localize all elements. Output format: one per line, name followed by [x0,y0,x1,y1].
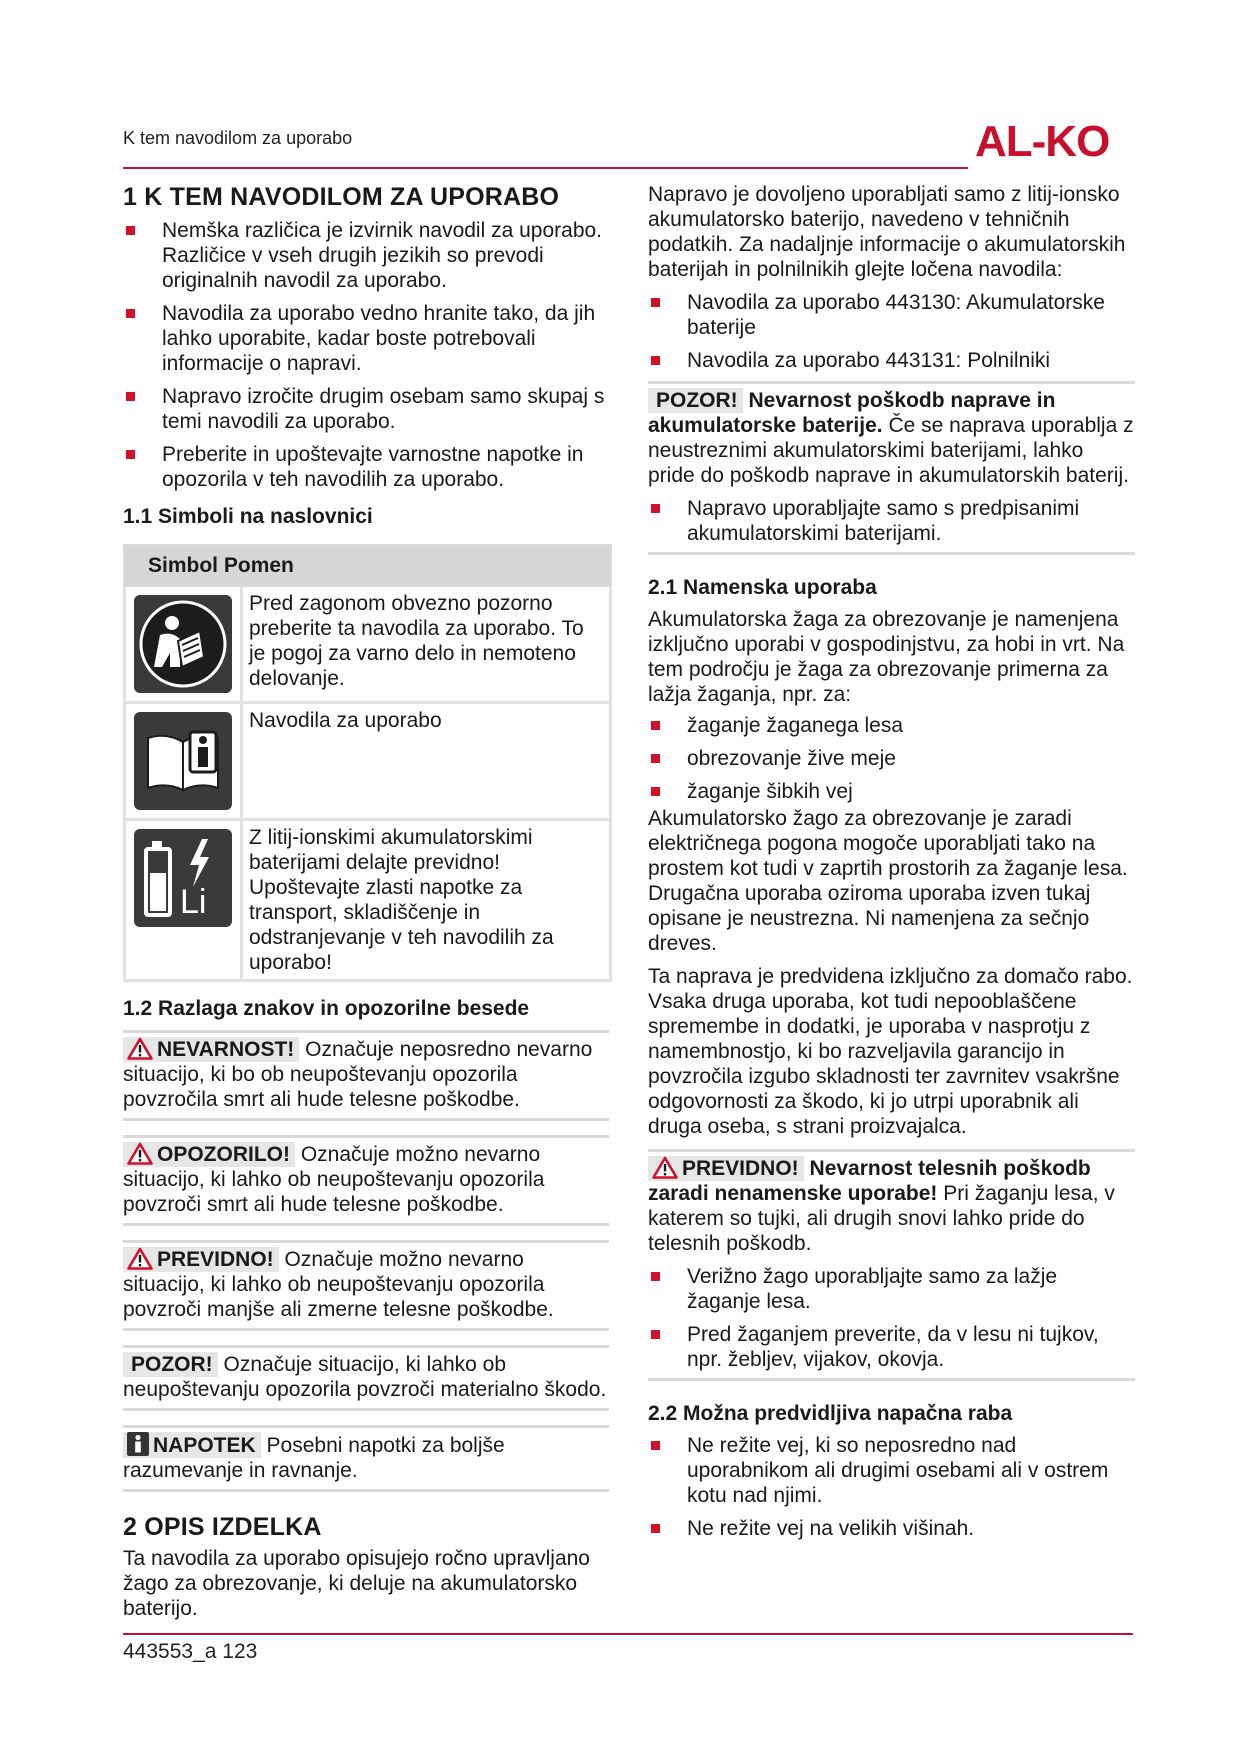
list-item: Navodila za uporabo 443130: Akumulatorske baterije [648,290,1135,340]
notice-text: Pri žaganju lesa, v katerem so tujki, ali drugih snovi lahko pride do telesnih poškodb. [648,1182,1115,1255]
misuse-list [648,1433,1135,1541]
table-row [125,586,611,703]
list-item: žaganje šibkih vej [648,779,1135,804]
warranty-text: Ta naprava je predvidena izključno za domačo rabo. Vsaka druga uporaba, kot tudi nepooblaščene spremembe in dodatki, je uporaba v nasprotju z namembnostjo, ki bo razveljavila garancijo in povzročila izgubo skladnosti ter zavrnitev vsakršne odgovornosti za škodo, ki jo utrpi uporabnik ali druga oseba, s strani proizvajalca. [648,965,1133,1138]
svg-text:AL-KO: AL-KO [975,117,1110,164]
notice-list [648,1264,1135,1372]
caution-tag: PREVIDNO! [648,1156,804,1181]
bullet-square-icon [651,298,660,307]
warning-triangle-icon [127,1037,153,1060]
notice-heading: Nevarnost poškodb naprave in akumulatorske baterije. [648,389,1056,437]
bullet-square-icon [126,226,135,235]
notice-heading: Nevarnost telesnih poškodb zaradi nenamenske uporabe! [648,1157,1091,1205]
section-1-1-title: 1.1 Simboli na naslovnici [123,505,373,528]
warning-triangle-icon [127,1247,153,1270]
warning-triangle-icon [652,1156,678,1179]
read-manual-icon [134,595,232,693]
lithium-battery-icon [134,829,232,927]
right-column [648,182,1135,1549]
danger-tag: NEVARNOST! [123,1037,299,1062]
warning-triangle-icon [127,1142,153,1165]
bullet-square-icon [126,450,135,459]
symbol-cell [125,703,242,820]
caution-notice [123,1240,609,1331]
meaning-cell: Z litij-ionskimi akumulatorskimi baterijami delajte previdno! Upoštevajte zlasti napotke za transport, skladiščenje in odstranjevanje v teh navodilih za uporabo! [242,820,611,981]
list-item: Pred žaganjem preverite, da v lesu ni tujkov, npr. žebljev, vijakov, okovja. [648,1322,1135,1372]
bullet-square-icon [651,1272,660,1281]
table-header [125,546,611,586]
device-damage-notice [648,381,1135,555]
caution-tag: PREVIDNO! [123,1247,279,1272]
battery-manual-list [648,290,1135,373]
notice-text: Označuje možno nevarno situacijo, ki lahko ob neupoštevanju opozorila povzroči manjše ali zmerne telesne poškodbe. [123,1248,554,1321]
bullet-square-icon [651,754,660,763]
section-2-title: 2 OPIS IZDELKA [123,1513,322,1541]
attention-notice [123,1345,609,1411]
bullet-square-icon [126,392,135,401]
list-item: Navodila za uporabo 443131: Polnilniki [648,348,1135,373]
bullet-square-icon [651,1524,660,1533]
table-row [125,703,611,820]
list-item: Preberite in upoštevajte varnostne napotke in opozorila v teh navodilih za uporabo. [123,442,609,492]
bullet-square-icon [651,1441,660,1450]
symbol-cell [125,820,242,981]
attention-tag: POZOR! [123,1352,218,1377]
attention-tag: POZOR! [648,388,743,413]
injury-caution-notice [648,1149,1135,1381]
notice-text: Označuje možno nevarno situacijo, ki lahko ob neupoštevanju opozorila povzroči smrt ali hude telesne poškodbe. [123,1143,545,1216]
table-header-symbol: Simbol [148,553,219,577]
bullet-square-icon [126,309,135,318]
notice-text: Če se naprava uporablja z neustreznimi akumulatorskimi baterijami, lahko pride do poškodb naprave in akumulatorskih baterij. [648,414,1134,487]
bullet-square-icon [651,721,660,730]
bullet-square-icon [651,787,660,796]
meaning-cell: Pred zagonom obvezno pozorno preberite ta navodila za uporabo. To je pogoj za varno delo in nemoteno delovanje. [242,586,611,703]
usage-text: Akumulatorsko žago za obrezovanje je zaradi električnega pogona mogoče uporabljati tako na prostem kot tudi v zaprtih prostorih za žaganje lesa. Drugačna uporaba oziroma uporaba izven tukaj opisane je neustrezna. Ni namenjena za sečnjo dreves. [648,807,1128,955]
svg-text:Li: Li [180,883,207,921]
note-tag: NAPOTEK [123,1432,261,1458]
symbol-cell [125,586,242,703]
running-header: K tem navodilom za uporabo [123,128,353,148]
notice-text: Posebni napotki za boljše razumevanje in ravnanje. [123,1434,505,1482]
table-header-meaning: Pomen [223,553,294,577]
meaning-cell: Navodila za uporabo [242,703,611,820]
section-2-2-title: 2.2 Možna predvidljiva napačna raba [648,1402,1013,1425]
bullet-square-icon [651,504,660,513]
notice-text: Označuje neposredno nevarno situacijo, ki bo ob neupoštevanju opozorila povzročila smrt ali hude telesne poškodbe. [123,1038,593,1111]
notice-text: Označuje situacijo, ki lahko ob neupoštevanju opozorila povzroči materialno škodo. [123,1353,607,1401]
warning-tag: OPOZORILO! [123,1142,295,1167]
battery-intro: Napravo je dovoljeno uporabljati samo z litij-ionsko akumulatorsko baterijo, navedeno v tehničnih podatkih. Za nadaljnje informacije o akumulatorskih baterijah in polnilnikih glejte ločena navodila: [648,183,1126,281]
info-icon [127,1432,149,1456]
footer-rule [123,1633,1133,1635]
note-notice [123,1425,609,1492]
intended-use-text: Akumulatorska žaga za obrezovanje je namenjena izključno uporabi v gospodinjstvu, za hobi in vrt. Na tem področju je žaga za obrezovanje primerna za lažja žaganja, npr. za: [648,608,1125,706]
list-item: Nemška različica je izvirnik navodil za uporabo. Različice v vseh drugih jezikih so prevodi originalnih navodil za uporabo. [123,218,609,293]
page-footer: 443553_a 123 [123,1640,258,1663]
section-1-2-title: 1.2 Razlaga znakov in opozorilne besede [123,997,530,1020]
notice-list [648,496,1135,546]
table-row [125,820,611,981]
danger-notice [123,1030,609,1121]
bullet-square-icon [651,356,660,365]
section-2-1-title: 2.1 Namenska uporaba [648,576,877,599]
list-item: žaganje žaganega lesa [648,713,1135,738]
list-item: obrezovanje žive meje [648,746,1135,771]
warning-notice [123,1135,609,1226]
alko-logo [975,116,1135,164]
list-item: Napravo izročite drugim osebam samo skupaj s temi navodili za uporabo. [123,384,609,434]
symbol-table [123,544,612,982]
list-item: Verižno žago uporabljajte samo za lažje žaganje lesa. [648,1264,1135,1314]
bullet-square-icon [651,1330,660,1339]
left-column [123,182,609,1621]
section-1-title: 1 K TEM NAVODILOM ZA UPORABO [123,183,560,211]
list-item: Ne režite vej, ki so neposredno nad uporabnikom ali drugimi osebami ali v ostrem kotu nad njimi. [648,1433,1135,1508]
header-rule [123,167,968,169]
list-item: Navodila za uporabo vedno hranite tako, da jih lahko uporabite, kadar boste potrebovali informacije o napravi. [123,301,609,376]
section-2-text: Ta navodila za uporabo opisujejo ročno upravljano žago za obrezovanje, ki deluje na akumulatorsko baterijo. [123,1547,590,1620]
list-item: Napravo uporabljajte samo s predpisanimi akumulatorskimi baterijami. [648,496,1135,546]
section-1-list [123,218,609,492]
list-item: Ne režite vej na velikih višinah. [648,1516,1135,1541]
table-header-row [125,546,611,586]
manual-info-icon [134,712,232,810]
intended-use-list [648,713,1135,804]
